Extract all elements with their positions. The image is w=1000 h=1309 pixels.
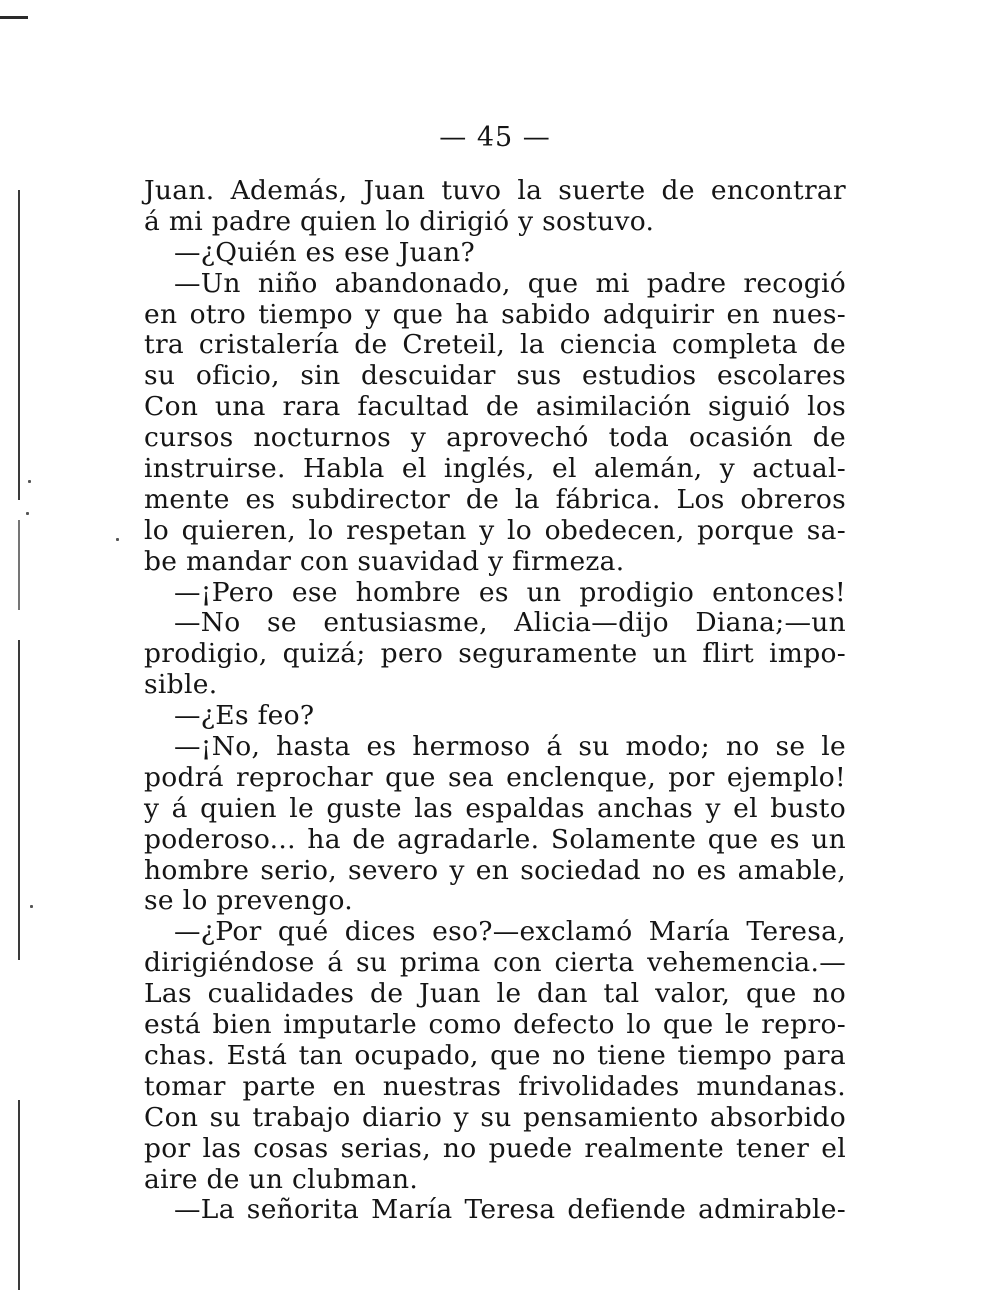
text-line: aire de un clubman. [144, 1163, 419, 1195]
text-line: sible. [144, 669, 218, 701]
binding-edge [18, 640, 20, 960]
text-line: —¿Es feo? [174, 700, 315, 732]
scan-speck [26, 512, 29, 515]
text-line: está bien imputarle como defecto lo que le repro- [144, 1009, 846, 1041]
text-line: en otro tiempo y que ha sabido adquirir en nues- [144, 298, 846, 330]
binding-edge [18, 520, 20, 610]
text-line: por las cosas serias, no puede realmente tener el [144, 1132, 846, 1164]
scan-speck [30, 905, 33, 908]
scan-speck [116, 538, 119, 541]
text-line: tomar parte en nuestras frivolidades mundanas. [144, 1070, 846, 1102]
text-line: dirigiéndose á su prima con cierta vehemencia.— [144, 947, 846, 979]
text-line: Las cualidades de Juan le dan tal valor, que no [144, 978, 846, 1010]
text-line: —¡No, hasta es hermoso á su modo; no se le [174, 731, 846, 763]
scan-speck [28, 480, 31, 483]
text-line: se lo prevengo. [144, 885, 353, 917]
text-line: mente es subdirector de la fábrica. Los obreros [144, 483, 846, 515]
text-line: —No se entusiasme, Alicia—dijo Diana;—un [174, 607, 846, 639]
text-line: cursos nocturnos y aprovechó toda ocasión de [144, 422, 846, 454]
text-line: y á quien le guste las espaldas anchas y el busto [144, 792, 846, 824]
text-line: chas. Está tan ocupado, que no tiene tiempo para [144, 1039, 846, 1071]
binding-edge [18, 1100, 20, 1290]
binding-edge [18, 190, 20, 500]
text-line: —Un niño abandonado, que mi padre recogió [174, 267, 846, 299]
text-line: tra cristalería de Creteil, la ciencia completa de [144, 329, 846, 361]
text-line: —La señorita María Teresa defiende admirable- [174, 1194, 846, 1226]
text-line: hombre serio, severo y en sociedad no es amable, [144, 854, 846, 886]
page-number: — 45 — [439, 122, 551, 153]
text-line: —¿Por qué dices eso?—exclamó María Teresa, [174, 916, 846, 948]
text-line: podrá reprochar que sea enclenque, por ejemplo! [144, 761, 846, 793]
scan-mark [0, 16, 28, 19]
text-line: be mandar con suavidad y firmeza. [144, 545, 625, 577]
text-line: prodigio, quizá; pero seguramente un flirt impo- [144, 638, 846, 670]
text-line: poderoso... ha de agradarle. Solamente que es un [144, 823, 846, 855]
text-line: lo quieren, lo respetan y lo obedecen, porque sa- [144, 514, 846, 546]
text-line: —¡Pero ese hombre es un prodigio entonces! [174, 576, 846, 608]
text-line: Con su trabajo diario y su pensamiento absorbido [144, 1101, 846, 1133]
text-line: —¿Quién es ese Juan? [174, 236, 476, 268]
text-line: á mi padre quien lo dirigió y sostuvo. [144, 205, 655, 237]
text-line: instruirse. Habla el inglés, el alemán, y actual- [144, 453, 846, 485]
text-line: Con una rara facultad de asimilación siguió los [144, 391, 846, 423]
body-text [144, 176, 846, 1226]
text-line: Juan. Además, Juan tuvo la suerte de encontrar [144, 175, 846, 206]
text-line: su oficio, sin descuidar sus estudios escolares [144, 360, 846, 392]
